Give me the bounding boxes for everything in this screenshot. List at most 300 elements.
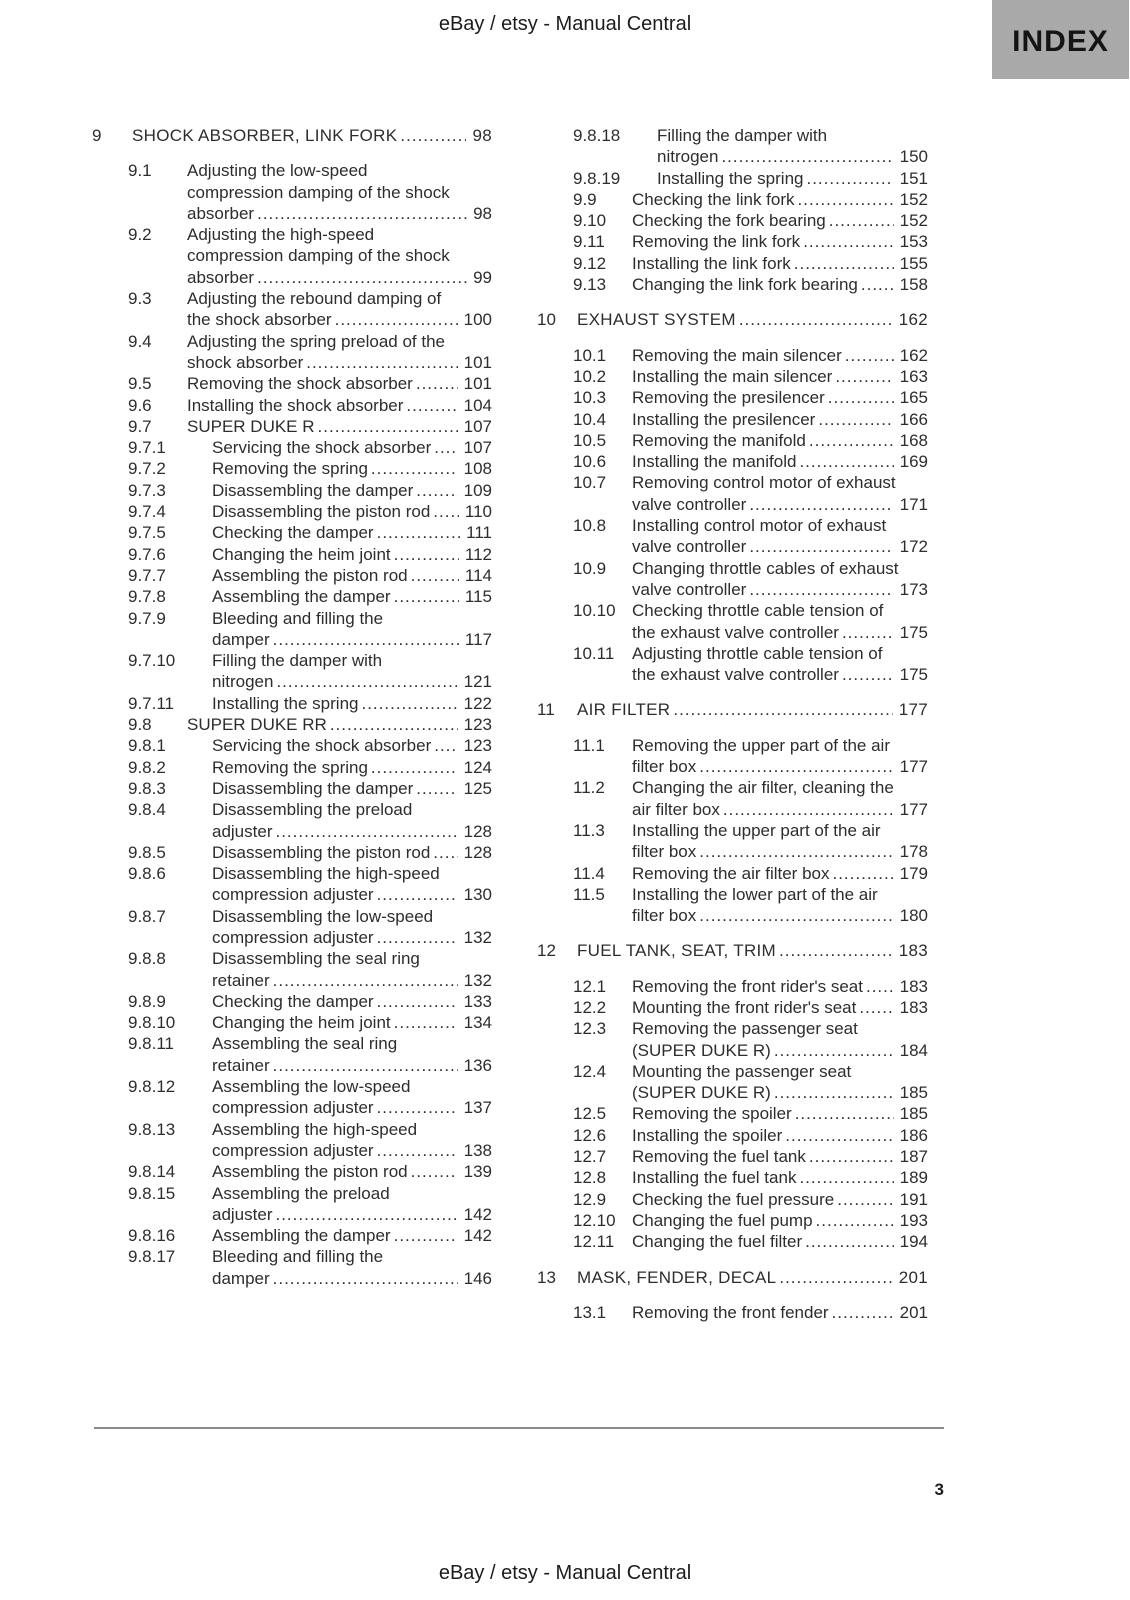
toc-page-ref: 138 (463, 1140, 492, 1160)
toc-entry (92, 288, 492, 331)
toc-entry-body (212, 863, 492, 906)
toc-entry-body (187, 373, 492, 394)
toc-entry-text: Servicing the shock absorber (212, 736, 432, 756)
toc-entry-last-line (212, 1140, 492, 1161)
toc-entry-text: the shock absorber (187, 310, 332, 330)
toc-entry (92, 1183, 492, 1226)
toc-entry-body (212, 437, 492, 458)
toc-entry-body (212, 608, 492, 651)
toc-entry (92, 565, 492, 586)
toc-entry-body (632, 1125, 928, 1146)
toc-entry-last-line (657, 146, 928, 167)
toc-entry (92, 799, 492, 842)
toc-entry-number: 10.11 (573, 643, 615, 663)
toc-entry-last-line (632, 189, 928, 210)
toc-leader-dots (832, 1302, 894, 1323)
toc-entry-last-line (632, 345, 928, 366)
toc-entry-last-line (632, 579, 928, 600)
toc-entry-number: 9.8.16 (128, 1226, 176, 1246)
toc-leader-dots (799, 1167, 893, 1188)
toc-entry-text-line: Assembling the low-speed (212, 1077, 411, 1097)
toc-entry-number: 10.8 (573, 516, 607, 536)
toc-leader-dots (275, 1204, 457, 1225)
toc-entry-body (212, 842, 492, 863)
toc-page-ref: 101 (463, 374, 492, 394)
toc-entry-last-line (187, 714, 492, 735)
toc-entry-last-line (212, 437, 492, 458)
toc-entry (537, 515, 928, 558)
toc-page-ref: 193 (899, 1210, 928, 1230)
toc-entry-number: 9.11 (573, 232, 605, 252)
toc-entry-body (577, 699, 928, 720)
toc-entry-last-line (632, 536, 928, 557)
toc-chapter-entry (537, 1267, 928, 1288)
toc-entry-text: compression adjuster (212, 927, 374, 947)
toc-entry-number: 10 (537, 310, 556, 330)
toc-page-ref: 99 (473, 267, 492, 287)
toc-page-ref: 121 (463, 672, 492, 692)
toc-entry-body (632, 253, 928, 274)
toc-entry-body (632, 430, 928, 451)
toc-page-ref: 130 (463, 885, 492, 905)
toc-leader-dots (273, 1055, 458, 1076)
toc-entry-text: Disassembling the damper (212, 480, 414, 500)
toc-leader-dots (416, 373, 458, 394)
toc-entry-body (632, 600, 928, 643)
toc-entry-text-line: Assembling the preload (212, 1183, 390, 1203)
toc-entry-text: adjuster (212, 821, 273, 841)
toc-leader-dots (306, 352, 457, 373)
toc-page-ref: 162 (899, 345, 928, 365)
toc-leader-dots (394, 544, 459, 565)
toc-leader-dots (400, 125, 466, 146)
toc-entry-body (632, 884, 928, 927)
toc-entry-text: compression adjuster (212, 1140, 374, 1160)
toc-entry-number: 11.3 (573, 820, 605, 840)
toc-entry-number: 11.4 (573, 863, 605, 883)
toc-entry-text-line: Filling the damper with (212, 651, 383, 671)
toc-leader-dots (699, 841, 893, 862)
toc-column-left (92, 125, 492, 1289)
toc-entry-text: air filter box (632, 799, 720, 819)
toc-entry-last-line (212, 693, 492, 714)
toc-leader-dots (335, 309, 458, 330)
toc-entry-number: 9 (92, 126, 102, 145)
toc-entry-last-line (632, 1210, 928, 1231)
toc-leader-dots (779, 940, 893, 961)
toc-entry-text-line: Changing the air filter, cleaning the (632, 778, 894, 798)
toc-entry-text: Removing the spoiler (632, 1104, 792, 1124)
toc-entry-text: absorber (187, 267, 255, 287)
toc-leader-dots (433, 501, 459, 522)
toc-entry-last-line (632, 231, 928, 252)
toc-entry-last-line (632, 274, 928, 295)
toc-entry-number: 9.7.7 (128, 565, 166, 585)
toc-entry-last-line (577, 699, 928, 720)
toc-entry-body (212, 757, 492, 778)
toc-leader-dots (809, 430, 894, 451)
toc-entry-text-line: Disassembling the preload (212, 800, 413, 820)
toc-entry-last-line (187, 203, 492, 224)
toc-leader-dots (794, 253, 894, 274)
toc-page-ref: 158 (899, 275, 928, 295)
toc-leader-dots (273, 629, 459, 650)
toc-entry-number: 9.8.14 (128, 1162, 176, 1182)
toc-leader-dots (371, 757, 458, 778)
toc-entry-body (632, 558, 928, 601)
toc-entry-text: Removing the air filter box (632, 863, 830, 883)
toc-entry (92, 991, 492, 1012)
toc-leader-dots (275, 821, 457, 842)
toc-page-ref: 115 (464, 587, 492, 607)
toc-entry-text: Assembling the damper (212, 1226, 391, 1246)
toc-page-ref: 136 (463, 1055, 492, 1075)
toc-page-ref: 169 (899, 452, 928, 472)
toc-entry-last-line (212, 1097, 492, 1118)
toc-leader-dots (434, 735, 457, 756)
toc-entry-number: 9.3 (128, 289, 152, 309)
toc-entry (92, 1119, 492, 1162)
toc-leader-dots (798, 189, 894, 210)
toc-leader-dots (774, 1040, 894, 1061)
toc-page-ref: 175 (899, 665, 928, 685)
toc-leader-dots (273, 970, 458, 991)
toc-leader-dots (866, 976, 894, 997)
toc-page-ref: 132 (463, 970, 492, 990)
toc-entry-text: compression adjuster (212, 1098, 374, 1118)
toc-entry-body (212, 1012, 492, 1033)
toc-leader-dots (845, 345, 894, 366)
toc-entry-last-line (632, 905, 928, 926)
toc-entry-last-line (212, 884, 492, 905)
toc-leader-dots (835, 366, 893, 387)
toc-entry (92, 757, 492, 778)
toc-leader-dots (749, 536, 893, 557)
toc-leader-dots (371, 458, 458, 479)
toc-entry-body (212, 799, 492, 842)
toc-entry-number: 10.7 (573, 473, 607, 493)
toc-entry-number: 11.2 (573, 778, 605, 798)
toc-entry-number: 12.3 (573, 1019, 607, 1039)
toc-entry-last-line (212, 757, 492, 778)
toc-entry (92, 735, 492, 756)
toc-entry-text: Installing the spoiler (632, 1125, 783, 1145)
toc-entry-body (212, 544, 492, 565)
toc-entry-last-line (632, 366, 928, 387)
toc-entry-text: valve controller (632, 494, 747, 514)
toc-entry-last-line (212, 501, 492, 522)
toc-entry-text: filter box (632, 906, 697, 926)
toc-entry-last-line (212, 544, 492, 565)
toc-page-ref: 163 (899, 366, 928, 386)
toc-page-ref: 184 (899, 1040, 928, 1060)
toc-entry-number: 9.7.1 (128, 438, 166, 458)
toc-entry-text: Changing the fuel filter (632, 1232, 803, 1252)
toc-entry (92, 416, 492, 437)
toc-entry (537, 777, 928, 820)
toc-entry (92, 373, 492, 394)
toc-entry-last-line (212, 1012, 492, 1033)
toc-entry (537, 189, 928, 210)
toc-entry-number: 9.12 (573, 253, 607, 273)
toc-page-ref: 151 (899, 168, 928, 188)
toc-entry-text: retainer (212, 1055, 270, 1075)
toc-entry (92, 522, 492, 543)
toc-entry-number: 9.7.6 (128, 544, 166, 564)
toc-entry-number: 9.8.15 (128, 1183, 176, 1203)
toc-entry (92, 160, 492, 224)
toc-entry (537, 253, 928, 274)
toc-entry-text-line: Adjusting throttle cable tension of (632, 643, 883, 663)
toc-entry-text: Checking the damper (212, 991, 374, 1011)
toc-leader-dots (257, 267, 467, 288)
toc-entry-number: 12 (537, 941, 556, 961)
toc-entry-text: Checking the fuel pressure (632, 1189, 835, 1209)
toc-leader-dots (749, 579, 893, 600)
toc-entry-body (212, 1119, 492, 1162)
toc-leader-dots (433, 842, 457, 863)
toc-entry-number: 10.5 (573, 430, 607, 450)
toc-page-ref: 171 (899, 494, 928, 514)
toc-entry-text: Installing the main silencer (632, 366, 833, 386)
toc-entry-text: adjuster (212, 1204, 273, 1224)
toc-entry-last-line (632, 210, 928, 231)
toc-page-ref: 104 (463, 395, 492, 415)
toc-entry-last-line (212, 842, 492, 863)
toc-entry-body (632, 515, 928, 558)
toc-entry-number: 9.7.9 (128, 608, 166, 628)
toc-page-ref: 186 (899, 1125, 928, 1145)
toc-entry-number: 9.7.3 (128, 480, 166, 500)
toc-entry-text-line: Bleeding and filling the (212, 608, 384, 628)
toc-entry-body (212, 991, 492, 1012)
toc-entry-last-line (632, 976, 928, 997)
toc-entry-body (632, 1302, 928, 1323)
toc-page-ref: 177 (899, 757, 928, 777)
toc-leader-dots (377, 1097, 458, 1118)
toc-entry (537, 409, 928, 430)
toc-entry-text: retainer (212, 970, 270, 990)
toc-entry-text: (SUPER DUKE R) (632, 1083, 771, 1103)
toc-entry-text: Checking the link fork (632, 189, 795, 209)
toc-entry-body (632, 1103, 928, 1124)
toc-entry-body (632, 976, 928, 997)
toc-page-ref: 101 (463, 352, 492, 372)
toc-page-ref: 133 (463, 991, 492, 1011)
toc-entry (92, 1225, 492, 1246)
toc-entry-body (212, 480, 492, 501)
toc-entry-number: 12.6 (573, 1125, 607, 1145)
toc-entry-body (632, 210, 928, 231)
toc-entry-last-line (212, 821, 492, 842)
toc-entry (537, 600, 928, 643)
toc-page-ref: 162 (898, 310, 928, 330)
toc-entry-text: Removing the spring (212, 459, 368, 479)
toc-entry (92, 906, 492, 949)
toc-entry (92, 224, 492, 288)
toc-entry (537, 210, 928, 231)
toc-leader-dots (416, 480, 457, 501)
toc-entry-last-line (577, 309, 928, 330)
toc-leader-dots (723, 799, 894, 820)
toc-entry (92, 948, 492, 991)
toc-entry-last-line (212, 735, 492, 756)
toc-entry-text: filter box (632, 757, 697, 777)
index-tab (992, 0, 1129, 79)
toc-page-ref: 142 (463, 1204, 492, 1224)
toc-entry-text: Installing the presilencer (632, 409, 816, 429)
toc-entry (92, 1012, 492, 1033)
toc-entry-text: valve controller (632, 537, 747, 557)
toc-entry-body (632, 472, 928, 515)
toc-entry-body (632, 366, 928, 387)
toc-entry-body (632, 189, 928, 210)
toc-page-ref: 137 (463, 1098, 492, 1118)
toc-entry-text: Installing the spring (212, 693, 359, 713)
toc-entry-body (212, 906, 492, 949)
toc-entry-last-line (187, 395, 492, 416)
toc-entry (92, 586, 492, 607)
toc-leader-dots (739, 309, 893, 330)
toc-entry-number: 13 (537, 1267, 556, 1287)
toc-leader-dots (837, 1189, 893, 1210)
toc-entry-text: damper (212, 1268, 270, 1288)
toc-column-right (537, 125, 928, 1323)
toc-entry-body (632, 1061, 928, 1104)
toc-entry (537, 1146, 928, 1167)
toc-page-ref: 152 (899, 189, 928, 209)
toc-entry-last-line (577, 940, 928, 961)
toc-entry (537, 366, 928, 387)
toc-page-ref: 187 (899, 1147, 928, 1167)
toc-page-ref: 165 (899, 388, 928, 408)
toc-entry-body (212, 586, 492, 607)
toc-entry (92, 1033, 492, 1076)
toc-page-ref: 98 (473, 203, 492, 223)
toc-entry (537, 1189, 928, 1210)
toc-entry (537, 472, 928, 515)
toc-entry-number: 12.5 (573, 1104, 607, 1124)
toc-page-ref: 173 (899, 579, 928, 599)
toc-entry-last-line (212, 1161, 492, 1182)
toc-entry-last-line (212, 522, 492, 543)
toc-entry-last-line (632, 664, 928, 685)
toc-entry-body (187, 395, 492, 416)
toc-entry-text-line: Installing the lower part of the air (632, 884, 878, 904)
toc-entry-body (632, 1231, 928, 1252)
toc-page-ref: 108 (463, 459, 492, 479)
toc-entry (537, 1125, 928, 1146)
toc-leader-dots (828, 387, 894, 408)
toc-page-ref: 110 (464, 502, 492, 522)
toc-entry-number: 9.8.10 (128, 1013, 176, 1033)
toc-page-ref: 150 (899, 147, 928, 167)
toc-entry-text: Checking the damper (212, 523, 374, 543)
toc-entry-number: 10.6 (573, 452, 607, 472)
toc-leader-dots (416, 778, 457, 799)
toc-entry (537, 451, 928, 472)
toc-entry-number: 12.2 (573, 997, 607, 1017)
toc-entry-body (657, 168, 928, 189)
toc-entry-number: 9.7.4 (128, 502, 166, 522)
toc-entry-text-line: Installing the upper part of the air (632, 820, 881, 840)
toc-entry-number: 11.1 (573, 735, 605, 755)
toc-entry (92, 544, 492, 565)
toc-page-ref: 134 (463, 1013, 492, 1033)
toc-entry-body (212, 1225, 492, 1246)
toc-page-ref: 183 (899, 997, 928, 1017)
toc-leader-dots (842, 622, 894, 643)
toc-entry-number: 9.10 (573, 211, 607, 231)
toc-entry-last-line (132, 125, 492, 146)
toc-leader-dots (257, 203, 467, 224)
toc-page-ref: 194 (899, 1232, 928, 1252)
toc-entry-text-line: compression damping of the shock (187, 182, 450, 202)
toc-page-ref: 132 (463, 927, 492, 947)
toc-page-ref: 183 (898, 941, 928, 961)
toc-entry-body (577, 940, 928, 961)
toc-entry-number: 9.2 (128, 225, 152, 245)
toc-leader-dots (377, 522, 461, 543)
toc-entry-number: 9.8.19 (573, 168, 621, 188)
toc-entry-body (632, 735, 928, 778)
toc-entry (92, 693, 492, 714)
toc-entry (537, 1018, 928, 1061)
toc-entry-last-line (632, 387, 928, 408)
toc-entry-body (187, 331, 492, 374)
header-title: eBay / etsy - Manual Central (438, 13, 692, 35)
toc-entry-text: Removing the spring (212, 757, 368, 777)
toc-entry-last-line (632, 1231, 928, 1252)
toc-entry-text-line: Adjusting the low-speed (187, 161, 368, 181)
toc-page-ref: 128 (463, 821, 492, 841)
toc-leader-dots (774, 1082, 894, 1103)
toc-leader-dots (673, 699, 892, 720)
index-tab-label: INDEX (1012, 24, 1109, 58)
toc-entry-body (212, 778, 492, 799)
toc-entry (537, 125, 928, 168)
toc-entry-text: SHOCK ABSORBER, LINK FORK (132, 126, 398, 145)
toc-entry-number: 12.7 (573, 1147, 607, 1167)
toc-entry (537, 1103, 928, 1124)
toc-entry-last-line (632, 1103, 928, 1124)
toc-leader-dots (377, 884, 458, 905)
toc-entry (92, 437, 492, 458)
toc-entry-last-line (577, 1267, 928, 1288)
toc-entry-last-line (187, 352, 492, 373)
toc-entry-text-line: Installing control motor of exhaust (632, 516, 887, 536)
toc-page-ref: 166 (899, 409, 928, 429)
toc-entry-text: nitrogen (657, 147, 719, 167)
toc-page-ref: 111 (466, 523, 492, 543)
toc-page-ref: 114 (464, 565, 492, 585)
toc-entry-text: MASK, FENDER, DECAL (577, 1267, 777, 1287)
toc-leader-dots (361, 693, 457, 714)
toc-entry (537, 1231, 928, 1252)
toc-entry-text: filter box (632, 842, 697, 862)
toc-entry (92, 1076, 492, 1119)
toc-entry-number: 9.8.7 (128, 906, 166, 926)
toc-page-ref: 107 (463, 438, 492, 458)
toc-entry (92, 608, 492, 651)
toc-entry-body (212, 1161, 492, 1182)
toc-page-ref: 177 (899, 799, 928, 819)
toc-entry (537, 430, 928, 451)
toc-entry-number: 9.7.2 (128, 459, 166, 479)
toc-entry (537, 643, 928, 686)
toc-entry-number: 12.9 (573, 1189, 607, 1209)
toc-entry-body (132, 125, 492, 146)
